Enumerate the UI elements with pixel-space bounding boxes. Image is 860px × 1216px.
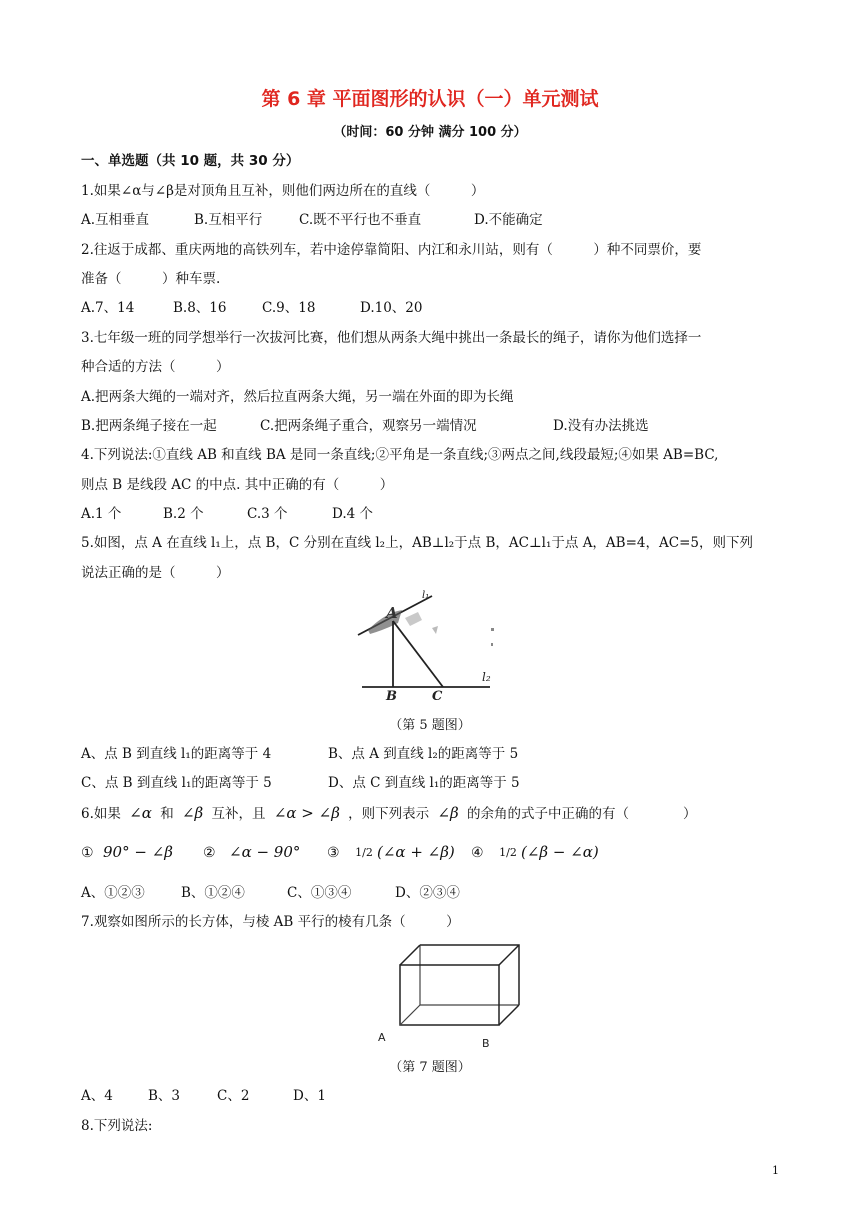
option-c: C、2 [217, 1088, 250, 1104]
smudge [491, 628, 494, 631]
question-2-stem-cont: 准备（ ）种车票. [81, 271, 221, 287]
question-3-option-a: A.把两条大绳的一端对齐，然后拉直两条大绳，另一端在外面的即为长绳 [81, 389, 514, 405]
smudge [405, 612, 422, 626]
option-d: D、1 [293, 1088, 326, 1104]
question-2-options [81, 299, 423, 317]
frac-4: 1/2 [499, 846, 517, 859]
option-d: D、②③④ [395, 885, 460, 901]
box-edge [499, 1005, 519, 1025]
question-5-stem-cont: 说法正确的是（ ） [81, 565, 230, 581]
math-angle-beta: ∠β [437, 804, 459, 822]
box-edge [400, 945, 420, 965]
option-c: C.9、18 [262, 300, 316, 316]
option-d: D、点 C 到直线 l₁的距离等于 5 [328, 775, 520, 791]
option-b: B、①②④ [181, 885, 245, 901]
option-b: B、3 [148, 1088, 181, 1104]
box-edge-hidden [400, 1005, 420, 1025]
question-5-options-row2 [81, 774, 520, 792]
question-5-stem: 5.如图，点 A 在直线 l₁上，点 B，C 分别在直线 l₂上，AB⊥l₂于点 B，AC⊥l₁于点 A，AB=4，AC=5，则下列 [81, 535, 753, 551]
question-5-options-row1 [81, 745, 518, 763]
label-l2: l₂ [482, 670, 491, 684]
math-inequality: ∠α > ∠β [273, 804, 340, 822]
figure-7 [376, 941, 526, 1051]
question-8-stem: 8.下列说法: [81, 1118, 153, 1134]
math-angle-beta: ∠β [181, 804, 204, 822]
question-3-stem: 3.七年级一班的同学想举行一次拔河比赛，他们想从两条大绳中挑出一条最长的绳子，请你为他们选择一 [81, 330, 702, 346]
label-a: A [386, 604, 398, 622]
expr-4: (∠β − ∠α) [521, 843, 599, 861]
math-angle-alpha: ∠α [129, 804, 152, 822]
option-c: C.把两条绳子重合，观察另一端情况 [260, 418, 477, 434]
option-a: A、点 B 到直线 l₁的距离等于 4 [81, 746, 272, 762]
option-c: C.既不平行也不垂直 [299, 212, 422, 228]
question-1-stem: 1.如果∠α与∠β是对顶角且互补，则他们两边所在的直线（ ） [81, 183, 485, 199]
label-l1: l₁ [422, 590, 430, 601]
expr-2: ∠α − 90° [229, 843, 301, 861]
option-b: B、点 A 到直线 l₂的距离等于 5 [328, 746, 519, 762]
page-number: 1 [772, 1164, 779, 1177]
question-6-expressions: ① 90° − ∠β ② ∠α − 90° ③ 1/2 (∠α + ∠β) ④ 1/2 (∠β − ∠α) [81, 843, 599, 861]
frac-3: 1/2 [355, 846, 373, 859]
option-a: A.互相垂直 [81, 212, 150, 228]
option-b: B.2 个 [163, 506, 204, 522]
question-7-options [81, 1087, 326, 1105]
figure-5-caption: （第 5 题图） [389, 718, 471, 733]
expr-3: (∠α + ∠β) [377, 843, 455, 861]
option-a: A、4 [81, 1088, 113, 1104]
option-d: D.10、20 [360, 300, 423, 316]
figure-7-caption: （第 7 题图） [389, 1060, 471, 1075]
label-b: B [386, 689, 397, 703]
option-a: A、①②③ [81, 885, 145, 901]
question-6-options [81, 884, 460, 902]
label-b: B [482, 1037, 490, 1050]
figure-5 [350, 588, 510, 703]
option-d: D.没有办法挑选 [553, 418, 649, 434]
smudge [491, 643, 493, 646]
page-subtitle: （时间：60 分钟 满分 100 分） [333, 125, 527, 140]
option-c: C、①③④ [287, 885, 352, 901]
section-heading: 一、单选题（共 10 题，共 30 分） [81, 153, 300, 169]
option-b: B.互相平行 [194, 212, 263, 228]
option-b: B.8、16 [173, 300, 227, 316]
option-d: D.4 个 [332, 506, 374, 522]
question-7-stem: 7.观察如图所示的长方体，与棱 AB 平行的棱有几条（ ） [81, 914, 460, 930]
expr-1: 90° − ∠β [103, 843, 173, 861]
option-c: C、点 B 到直线 l₁的距离等于 5 [81, 775, 272, 791]
label-a: A [378, 1031, 386, 1044]
box-edge [499, 945, 519, 965]
option-c: C.3 个 [247, 506, 288, 522]
option-d: D.不能确定 [474, 212, 543, 228]
question-6-stem: 6.如果 ∠α 和 ∠β 互补，且 ∠α > ∠β ，则下列表示 ∠β 的余角的式子中正确的有（ ） [81, 804, 697, 822]
box-front-face [400, 965, 499, 1025]
option-a: A.7、14 [81, 300, 135, 316]
option-a: A.1 个 [81, 506, 122, 522]
question-1-options [81, 211, 543, 229]
label-c: C [432, 689, 443, 703]
option-b: B.把两条绳子接在一起 [81, 418, 217, 434]
question-3-stem-cont: 种合适的方法（ ） [81, 359, 230, 375]
question-4-stem: 4.下列说法:①直线 AB 和直线 BA 是同一条直线;②平角是一条直线;③两点之间,线段最短;④如果 AB=BC, [81, 447, 719, 463]
question-3-options [81, 417, 649, 435]
question-2-stem: 2.往返于成都、重庆两地的高铁列车，若中途停靠简阳、内江和永川站，则有（ ）种不同票价，要 [81, 242, 702, 258]
box-edge-back [420, 945, 519, 1005]
page-title: 第 6 章 平面图形的认识（一）单元测试 [261, 88, 599, 110]
question-4-stem-cont: 则点 B 是线段 AC 的中点. 其中正确的有（ ） [81, 477, 394, 493]
question-4-options [81, 505, 373, 523]
smudge [432, 626, 438, 634]
